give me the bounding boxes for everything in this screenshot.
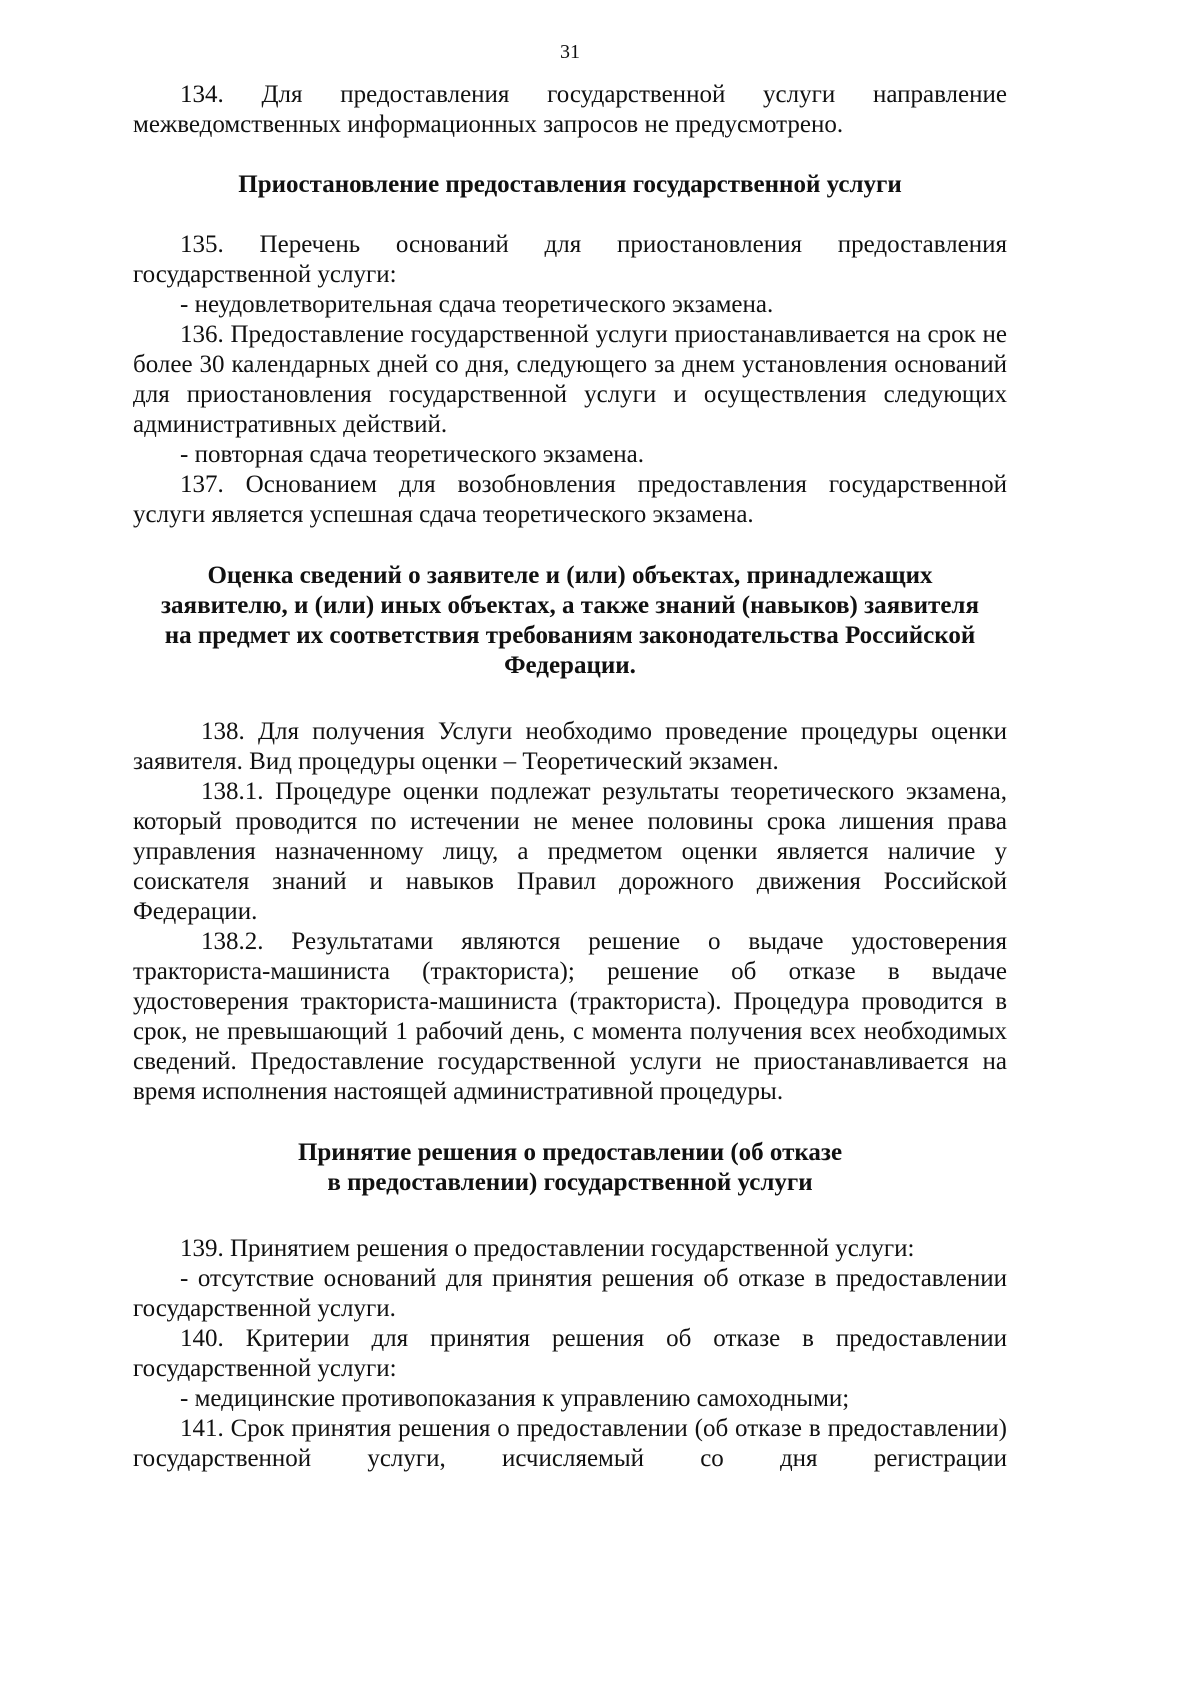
spacer xyxy=(133,1198,1007,1234)
document-page xyxy=(133,38,1007,1474)
heading-decision xyxy=(133,1138,1007,1198)
heading-assessment xyxy=(133,561,1007,681)
paragraph-138-1: 138.1. Процедуре оценки подлежат результаты теоретического экзамена, который проводится по истечении не менее половины срока лишения права управления назначенному лицу, а предметом оценки является наличие у соискателя знаний и навыков Правил дорожного движения Российской Федерации. xyxy=(133,778,1007,925)
paragraph-140: 140. Критерии для принятия решения об отказе в предоставлении государственной услуги: xyxy=(133,1325,1007,1382)
paragraph-139: 139. Принятием решения о предоставлении государственной услуги: xyxy=(180,1235,915,1262)
paragraph-137: 137. Основанием для возобновления предоставления государственной услуги является успешная сдача теоретического экзамена. xyxy=(133,471,1007,528)
paragraph-138-2: 138.2. Результатами являются решение о выдаче удостоверения тракториста-машиниста (тракториста); решение об отказе в выдаче удостоверения тракториста-машиниста (тракториста). Процедура проводится в срок, не превышающий 1 рабочий день, с момента получения всех необходимых сведений. Предоставление государственной услуги не приостанавливается на время исполнения настоящей административной процедуры. xyxy=(133,928,1007,1105)
paragraph-135: 135. Перечень оснований для приостановления предоставления государственной услуги: xyxy=(133,231,1007,288)
spacer xyxy=(133,200,1007,230)
spacer xyxy=(133,140,1007,170)
paragraph-136-item: - повторная сдача теоретического экзамена. xyxy=(180,441,645,468)
heading-assessment-line-2: заявителю, и (или) иных объектах, а также знаний (навыков) заявителя xyxy=(161,592,979,619)
page-number: 31 xyxy=(560,41,580,63)
heading-decision-line-2: в предоставлении) государственной услуги xyxy=(327,1169,813,1196)
heading-assessment-line-4: Федерации. xyxy=(504,652,636,679)
paragraph-134: 134. Для предоставления государственной услуги направление межведомственных информационных запросов не предусмотрено. xyxy=(133,81,1007,138)
heading-suspension: Приостановление предоставления государственной услуги xyxy=(238,171,902,198)
heading-assessment-line-1: Оценка сведений о заявителе и (или) объектах, принадлежащих xyxy=(207,562,933,589)
paragraph-140-item: - медицинские противопоказания к управлению самоходными; xyxy=(180,1385,850,1412)
spacer xyxy=(133,1107,1007,1138)
paragraph-139-item: - отсутствие оснований для принятия решения об отказе в предоставлении государственной услуги. xyxy=(133,1265,1007,1322)
paragraph-141: 141. Срок принятия решения о предоставлении (об отказе в предоставлении) государственной услуги, исчисляемый со дня регистрации xyxy=(133,1415,1007,1472)
paragraph-138: 138. Для получения Услуги необходимо проведение процедуры оценки заявителя. Вид процедуры оценки – Теоретический экзамен. xyxy=(133,718,1007,775)
paragraph-136: 136. Предоставление государственной услуги приостанавливается на срок не более 30 календарных дней со дня, следующего за днем установления оснований для приостановления государственной услуги и осуществления следующих административных действий. xyxy=(133,321,1007,438)
spacer xyxy=(133,681,1007,717)
heading-decision-line-1: Принятие решения о предоставлении (об отказе xyxy=(297,1139,843,1166)
spacer xyxy=(133,530,1007,561)
heading-assessment-line-3: на предмет их соответствия требованиям законодательства Российской xyxy=(164,622,976,649)
paragraph-135-item: - неудовлетворительная сдача теоретического экзамена. xyxy=(180,291,774,318)
